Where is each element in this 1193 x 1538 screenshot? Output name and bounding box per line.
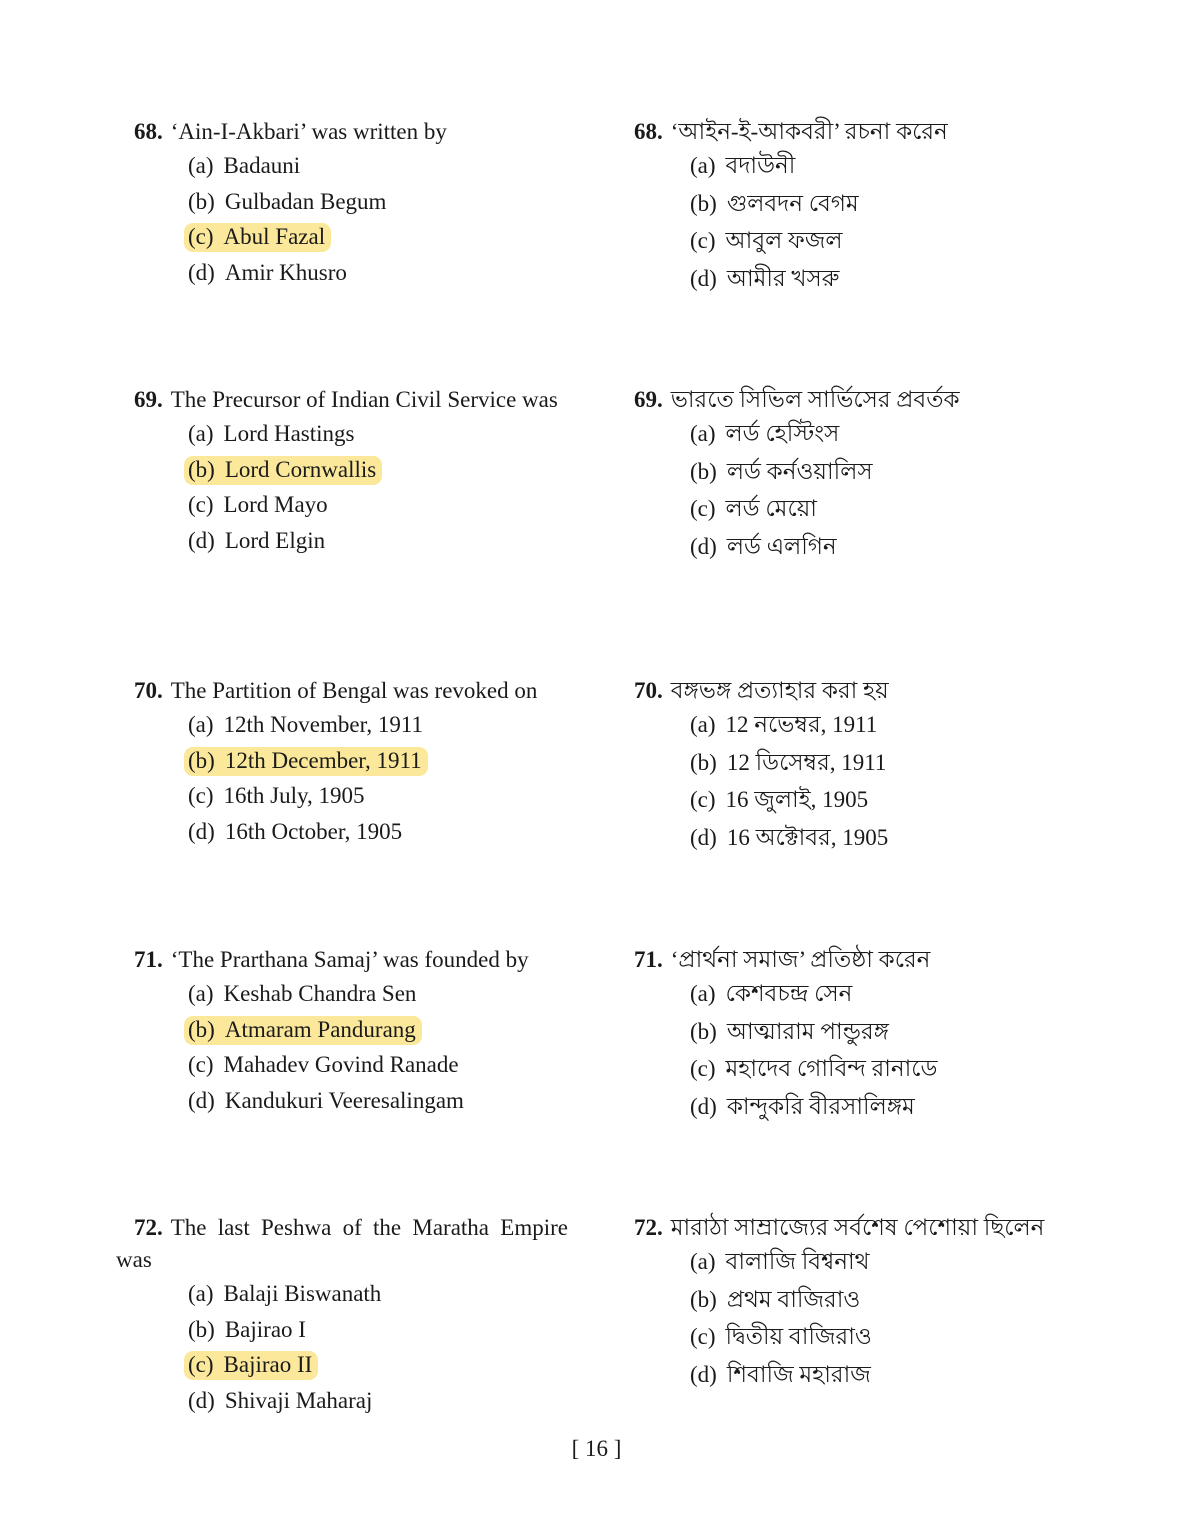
option-c: (c) Mahadev Govind Ranade [188,1052,459,1077]
option-c: (c) Lord Mayo [188,492,328,517]
question-69-english [116,384,568,562]
option-c: (c) আবুল ফজল [690,228,843,253]
question-number: 70. [634,678,663,703]
question-text: The Precursor of Indian Civil Service was [170,387,558,412]
option-b: (b) 12 ডিসেম্বর, 1911 [690,749,887,775]
question-number: 71. [134,947,163,972]
option-d: (d) Amir Khusro [188,259,347,285]
question-number: 68. [634,119,663,144]
option-a: (a) 12th November, 1911 [188,712,423,737]
question-number: 69. [134,387,163,412]
question-text: ‘আইন-ই-আকবরী’ রচনা করেন [670,119,948,144]
option-a: (a) লর্ড হেস্টিংস [690,421,840,446]
option-a: (a) Lord Hastings [188,421,355,446]
option-c: (c) লর্ড মেয়ো [690,496,817,521]
option-c: (c) 16th July, 1905 [188,783,365,808]
option-a: (a) বদাউনী [690,153,796,178]
option-b-highlighted: (b) 12th December, 1911 [184,747,568,774]
question-number: 72. [134,1215,163,1240]
question-text: ‘The Prarthana Samaj’ was founded by [170,947,529,972]
question-69-bengali [634,384,1134,570]
question-text: বঙ্গভঙ্গ প্রত্যাহার করা হয় [670,678,889,703]
option-b: (b) আত্মারাম পান্ডুরঙ্গ [690,1018,889,1044]
question-stem [116,1212,568,1276]
option-d: (d) Lord Elgin [188,527,326,553]
question-stem [634,116,1134,148]
question-stem [116,384,568,416]
option-c: (c) মহাদেব গোবিন্দ রানাডে [690,1056,938,1081]
question-71-bengali [634,944,1134,1130]
option-d: (d) Shivaji Maharaj [188,1387,373,1413]
option-d: (d) Kandukuri Veeresalingam [188,1087,464,1113]
question-stem [116,116,568,148]
question-number: 71. [634,947,663,972]
option-d: (d) শিবাজি মহারাজ [690,1361,871,1387]
question-text: ‘প্রার্থনা সমাজ’ প্রতিষ্ঠা করেন [670,947,931,972]
option-b-highlighted: (b) Atmaram Pandurang [184,1016,568,1043]
option-b: (b) গুলবদন বেগম [690,190,859,216]
question-number: 72. [634,1215,663,1240]
question-text: মারাঠা সাম্রাজ্যের সর্বশেষ পেশোয়া ছিলেন [670,1215,1045,1240]
question-stem [634,1212,1134,1244]
question-number: 70. [134,678,163,703]
question-71-english [116,944,568,1122]
option-b-highlighted: (b) Lord Cornwallis [184,456,568,483]
option-a: (a) কেশবচন্দ্র সেন [690,981,853,1006]
question-70-english [116,675,568,853]
question-text: The Partition of Bengal was revoked on [170,678,538,703]
page-number: [ 16 ] [571,1436,622,1461]
option-d: (d) কান্দুকরি বীরসালিঙ্গম [690,1093,915,1119]
question-number: 68. [134,119,163,144]
option-c: (c) 16 জুলাই, 1905 [690,787,869,812]
option-c: (c) দ্বিতীয় বাজিরাও [690,1324,872,1349]
question-68-bengali [634,116,1134,302]
option-a: (a) বালাজি বিশ্বনাথ [690,1249,870,1274]
question-72-bengali [634,1212,1134,1398]
question-68-english [116,116,568,294]
option-a: (a) Balaji Biswanath [188,1281,382,1306]
option-d: (d) আমীর খসরু [690,265,840,291]
question-stem [634,944,1134,976]
question-stem [634,675,1134,707]
question-text: The last Peshwa of the Maratha Empire was [116,1215,568,1272]
question-72-english [116,1212,568,1422]
question-70-bengali [634,675,1134,861]
option-d: (d) 16th October, 1905 [188,818,403,844]
option-a: (a) 12 নভেম্বর, 1911 [690,712,878,737]
option-c-highlighted: (c) Bajirao II [184,1351,568,1378]
option-c-highlighted: (c) Abul Fazal [184,223,568,250]
option-b: (b) Gulbadan Begum [188,188,387,214]
question-text: ‘Ain-I-Akbari’ was written by [170,119,447,144]
question-stem [116,675,568,707]
option-b: (b) Bajirao I [188,1316,306,1342]
option-b: (b) লর্ড কর্নওয়ালিস [690,458,873,484]
question-stem [116,944,568,976]
question-stem [634,384,1134,416]
option-d: (d) লর্ড এলগিন [690,533,837,559]
option-a: (a) Badauni [188,153,301,178]
question-number: 69. [634,387,663,412]
question-text: ভারতে সিভিল সার্ভিসের প্রবর্তক [670,387,960,412]
option-d: (d) 16 অক্টোবর, 1905 [690,824,889,850]
option-a: (a) Keshab Chandra Sen [188,981,417,1006]
option-b: (b) প্রথম বাজিরাও [690,1286,861,1312]
